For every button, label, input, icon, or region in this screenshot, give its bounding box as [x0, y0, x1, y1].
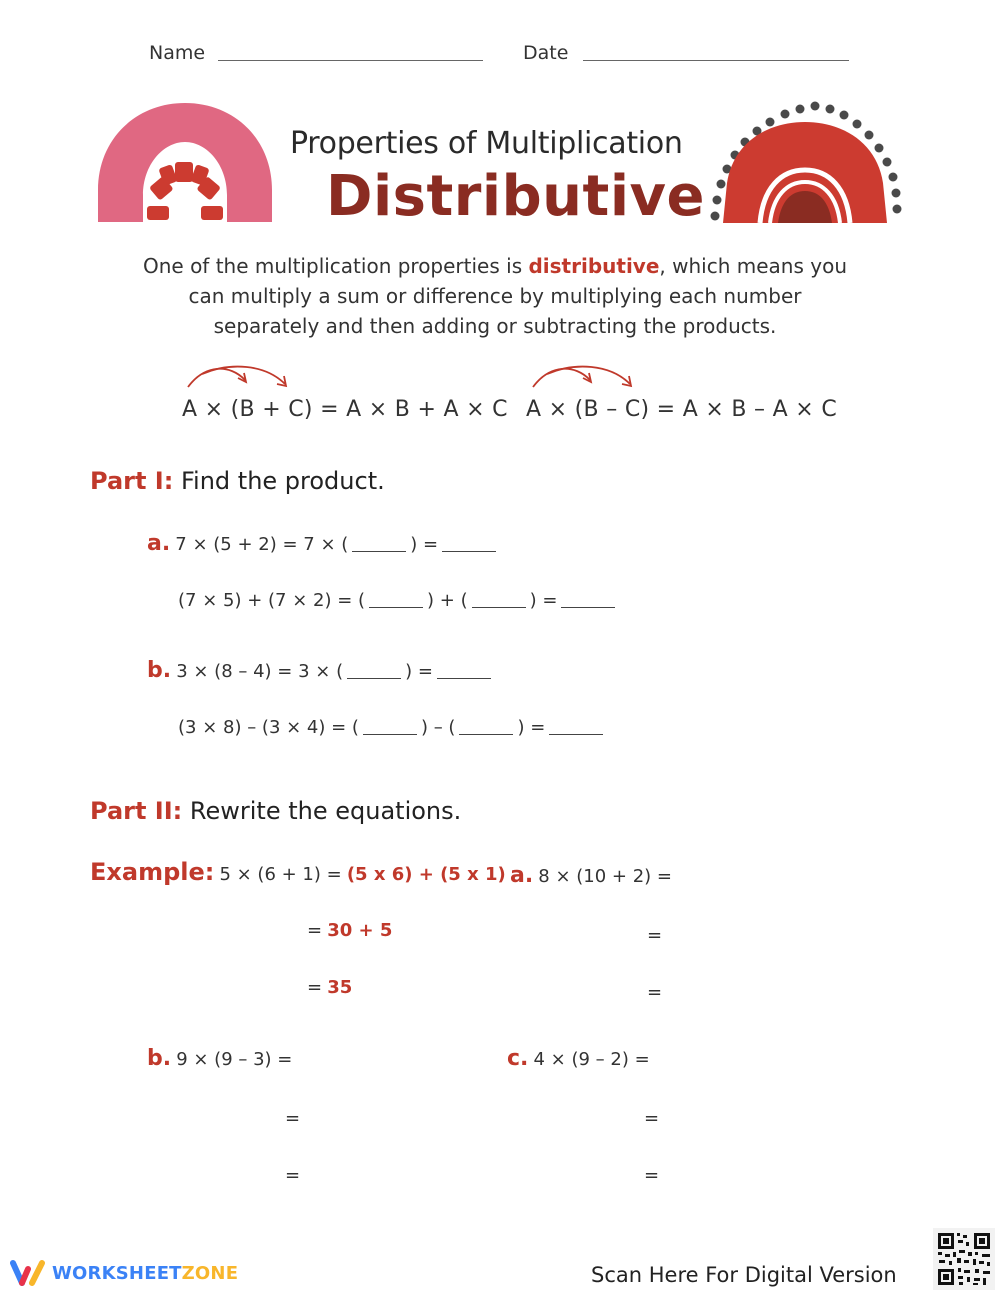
question-letter: c.	[507, 1046, 529, 1071]
question-text: ) =	[517, 717, 546, 738]
part1-label: Part I:	[90, 467, 174, 495]
part2-label: Part II:	[90, 797, 183, 825]
part1-question-b-expanded	[178, 717, 607, 738]
part1-question-b	[147, 658, 495, 683]
question-text: 7 × (5 + 2) = 7 × (	[175, 534, 349, 555]
question-text: 4 × (9 – 2) =	[533, 1049, 650, 1070]
answer-blank[interactable]	[369, 607, 423, 608]
worksheetzone-logo[interactable]	[10, 1259, 238, 1287]
question-text: ) + (	[427, 590, 468, 611]
question-text: ) – (	[420, 717, 456, 738]
worksheetzone-logo-icon	[10, 1259, 48, 1287]
answer-blank[interactable]	[472, 607, 526, 608]
intro-highlight: distributive	[528, 254, 660, 278]
question-text: ) =	[529, 590, 558, 611]
answer-equals-line[interactable]: =	[285, 1165, 301, 1186]
answer-blank[interactable]	[437, 678, 491, 679]
answer-equals-line[interactable]: =	[647, 925, 663, 946]
part2-instruction: Rewrite the equations.	[189, 797, 462, 825]
brand-name-part2: ZONE	[181, 1262, 239, 1284]
part1-instruction: Find the product.	[180, 467, 385, 495]
red-rainbow-illustration	[705, 98, 905, 226]
page-title: Distributive	[326, 164, 705, 229]
answer-equals-line[interactable]: =	[644, 1108, 660, 1129]
question-text: ) =	[405, 661, 433, 682]
answer-equals-line[interactable]: =	[647, 982, 663, 1003]
part2-question-c	[507, 1046, 650, 1071]
equals-sign: =	[307, 977, 323, 998]
example-label: Example:	[90, 858, 215, 886]
example-row	[90, 858, 506, 886]
distribute-arrows-icon	[525, 362, 645, 392]
answer-blank[interactable]	[459, 734, 513, 735]
question-letter: a.	[147, 531, 171, 556]
example-step2-row	[307, 920, 392, 941]
formula-addition: A × (B + C) = A × B + A × C	[182, 397, 508, 422]
question-text: 3 × (8 – 4) = 3 × (	[176, 661, 344, 682]
date-field[interactable]	[583, 60, 849, 61]
question-text: ) =	[410, 534, 439, 555]
part2-question-b	[147, 1046, 292, 1071]
intro-paragraph	[135, 251, 855, 341]
answer-blank[interactable]	[549, 734, 603, 735]
question-text: 8 × (10 + 2) =	[538, 866, 673, 887]
answer-blank[interactable]	[442, 551, 496, 552]
question-letter: a.	[510, 863, 534, 888]
answer-equals-line[interactable]: =	[285, 1108, 301, 1129]
question-text: (3 × 8) – (3 × 4) = (	[178, 717, 359, 738]
example-expression: 5 × (6 + 1) =	[219, 864, 342, 885]
part1-heading	[90, 467, 385, 495]
name-label: Name	[149, 42, 206, 64]
date-label: Date	[523, 42, 569, 64]
answer-blank[interactable]	[352, 551, 406, 552]
intro-text-before: One of the multiplication properties is	[142, 254, 529, 278]
example-step3: 35	[327, 977, 353, 998]
question-text: (7 × 5) + (7 × 2) = (	[178, 590, 366, 611]
qr-code-icon[interactable]	[933, 1228, 995, 1290]
pink-rainbow-illustration	[95, 100, 275, 225]
answer-equals-line[interactable]: =	[644, 1165, 660, 1186]
part1-question-a	[147, 531, 500, 556]
example-step3-row	[307, 977, 352, 998]
part2-question-a	[510, 863, 672, 888]
question-letter: b.	[147, 1046, 172, 1071]
answer-blank[interactable]	[363, 734, 417, 735]
distribute-arrows-icon	[180, 362, 300, 392]
brand-name-part1: WORKSHEET	[52, 1262, 182, 1284]
intro-text-after: , which means you can multiply a sum or difference by multiplying each number separately and then adding or subtracting the products.	[188, 254, 847, 338]
question-text: 9 × (9 – 3) =	[176, 1049, 293, 1070]
part2-heading	[90, 797, 461, 825]
part1-question-a-expanded	[178, 590, 619, 611]
subtitle: Properties of Multiplication	[290, 126, 683, 161]
formula-subtraction: A × (B – C) = A × B – A × C	[526, 397, 837, 422]
question-letter: b.	[147, 658, 172, 683]
answer-blank[interactable]	[561, 607, 615, 608]
name-field[interactable]	[218, 60, 483, 61]
scan-text: Scan Here For Digital Version	[591, 1263, 897, 1287]
equals-sign: =	[307, 920, 323, 941]
example-step2: 30 + 5	[327, 920, 393, 941]
example-step1: (5 x 6) + (5 x 1)	[346, 864, 506, 885]
answer-blank[interactable]	[347, 678, 401, 679]
